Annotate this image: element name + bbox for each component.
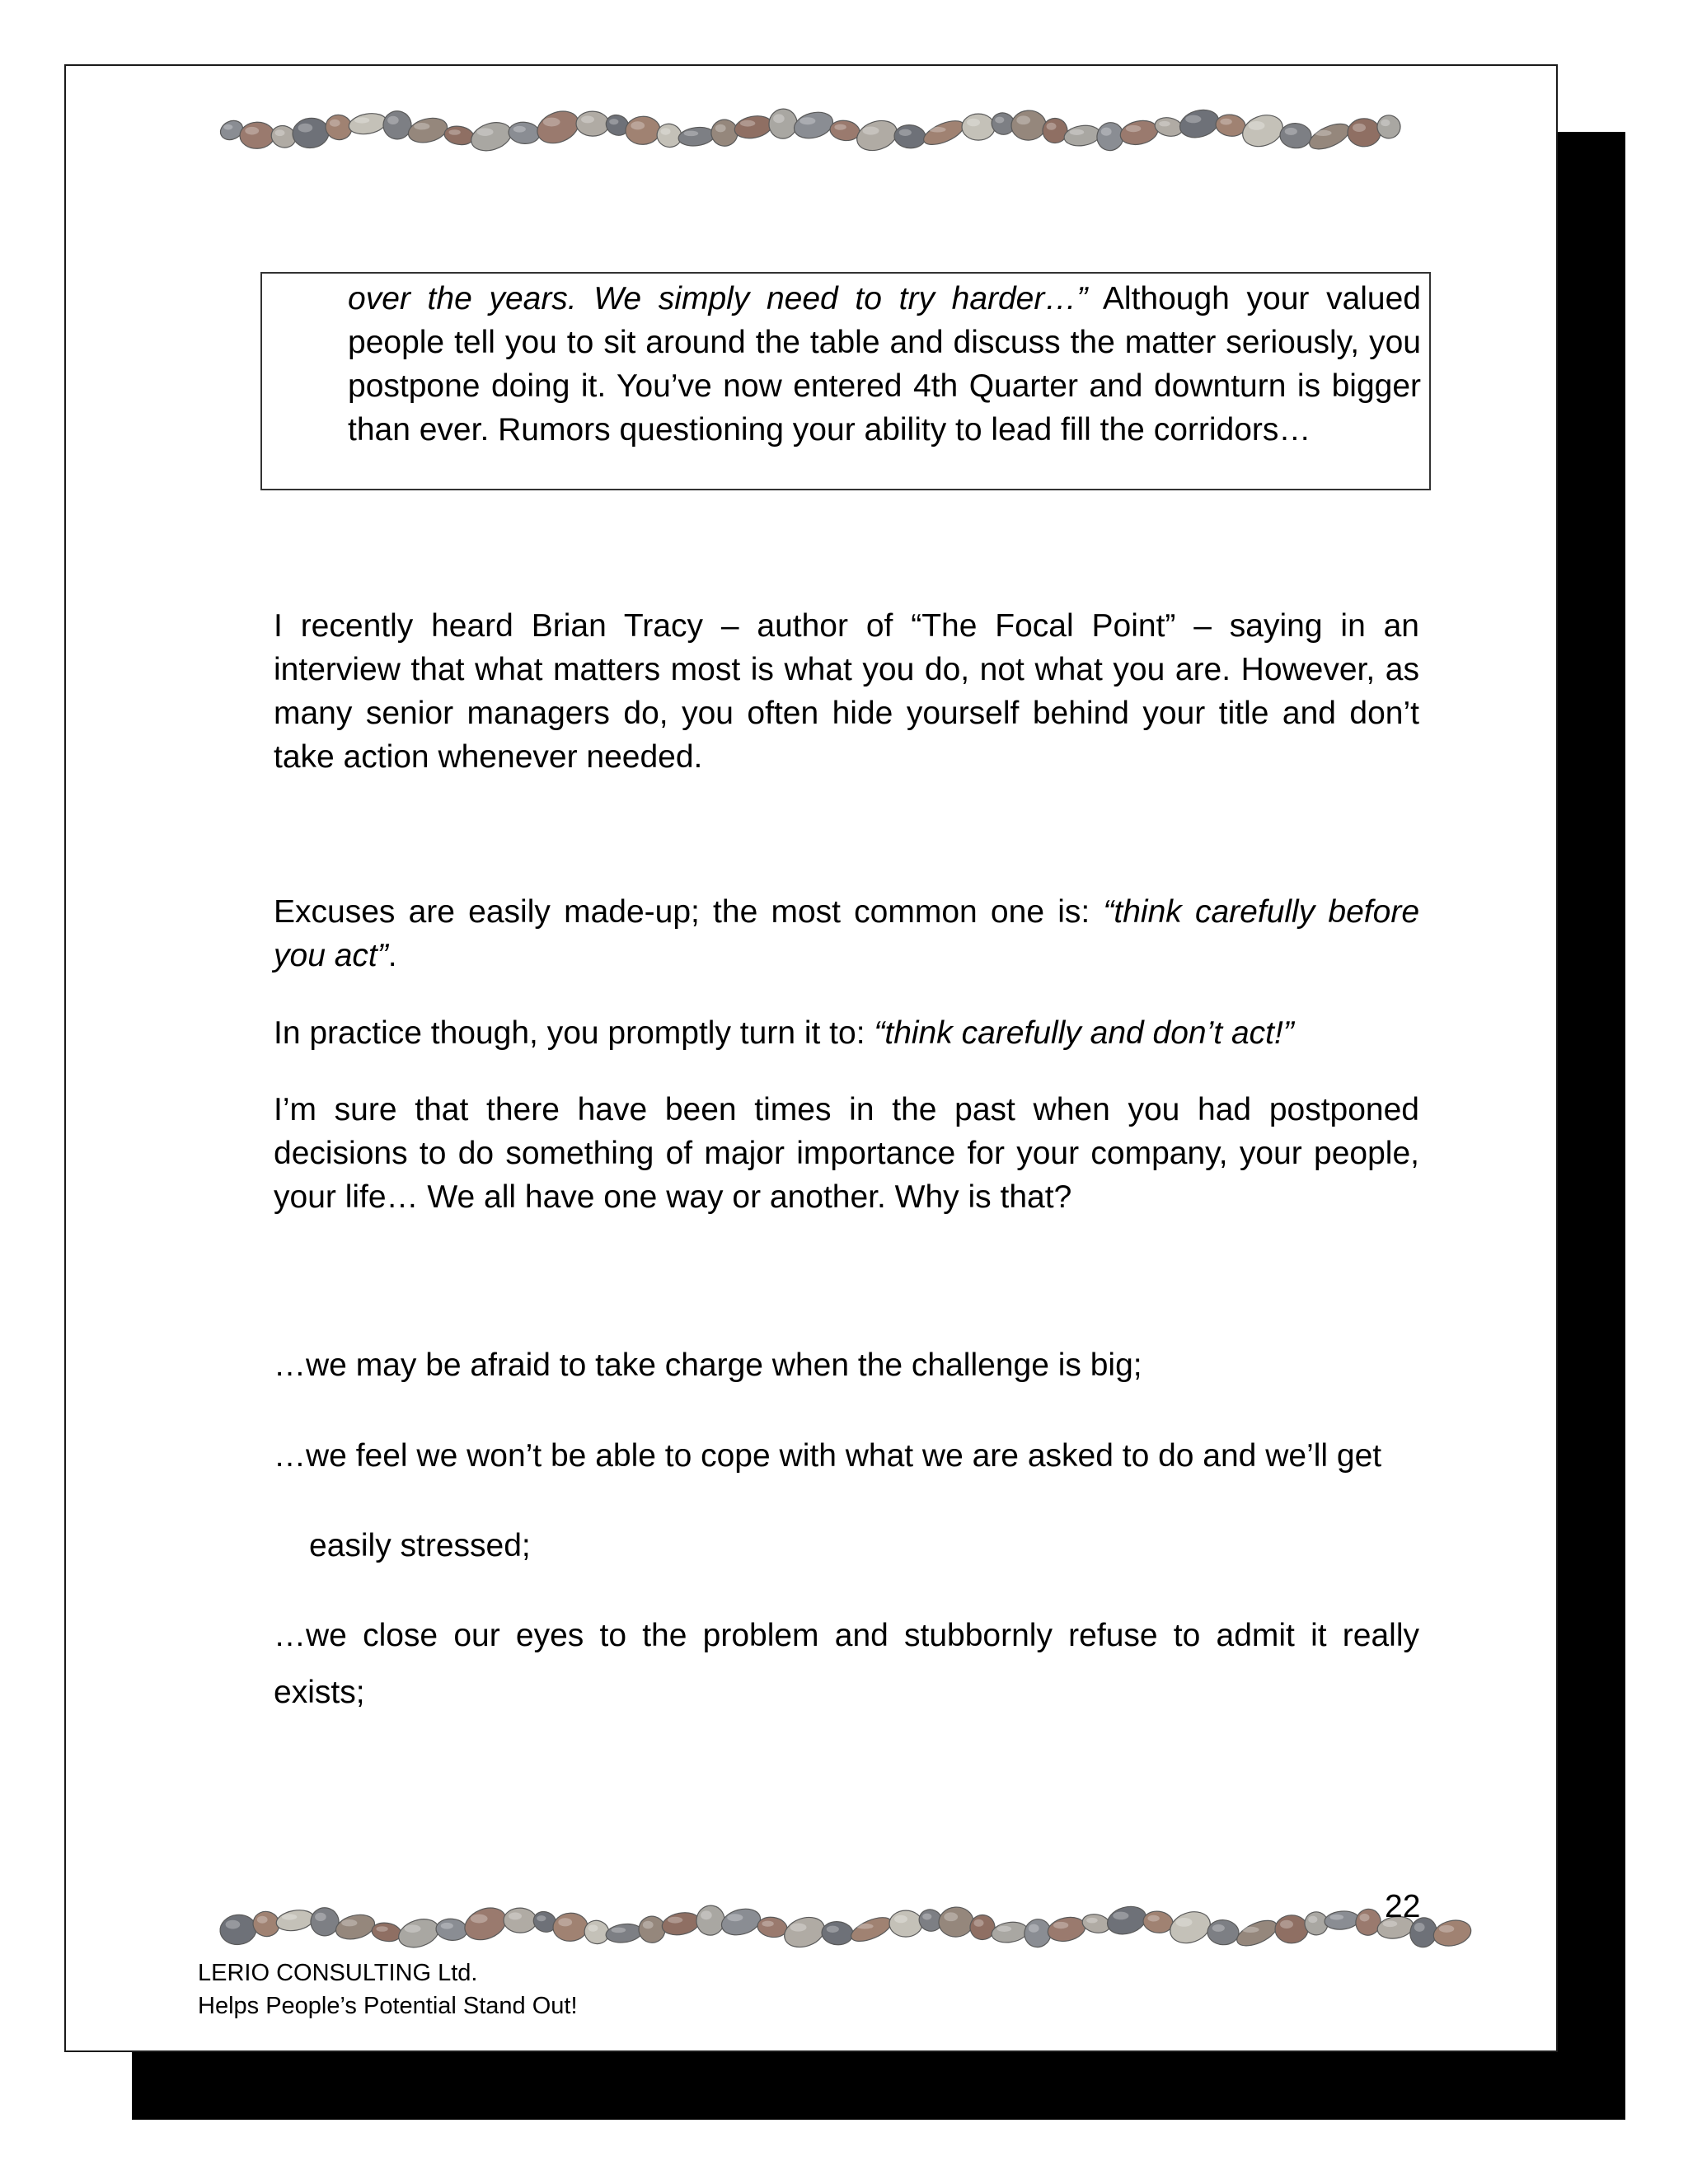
pebble-stone <box>791 108 836 142</box>
pebble-stone <box>1275 1915 1309 1943</box>
pebble-highlight <box>245 127 259 135</box>
pebble-highlight <box>1308 1916 1317 1923</box>
pebble-stone <box>1142 1910 1175 1934</box>
pebble-stone <box>504 1908 537 1933</box>
pebble-stone <box>605 1922 643 1944</box>
pebble-stone <box>757 1915 789 1939</box>
pebble-highlight <box>414 123 429 129</box>
pebble-stone <box>460 1902 511 1946</box>
pebble-stone <box>467 118 514 156</box>
pebble-highlight <box>643 1921 654 1929</box>
pebble-stone <box>678 125 715 148</box>
pebble-highlight <box>715 124 726 133</box>
pebble-stone <box>532 105 584 149</box>
pebble-stone <box>1233 1915 1280 1951</box>
pebble-highlight <box>509 1912 522 1919</box>
pebble-stone <box>1207 1919 1240 1946</box>
pebble-highlight <box>257 1916 268 1924</box>
pebble-highlight <box>995 117 1004 124</box>
pebble-highlight <box>856 1924 874 1929</box>
pebble-highlight <box>1113 1912 1128 1920</box>
boxed-excerpt-text <box>348 277 1421 452</box>
pebble-stone <box>274 1907 315 1933</box>
pebble-highlight <box>799 117 815 124</box>
pebble-highlight <box>275 129 285 136</box>
pebble-stone <box>938 1906 974 1938</box>
pebble-stone <box>991 1920 1029 1945</box>
paragraph-brian-tracy: I recently heard Brian Tracy – author of “The Focal Point” – saying in an interview that what matters most is what you do, not what you are. However, as many senior managers do, you often hide yourself behind your title and don’t take action whenever needed. <box>274 608 1419 775</box>
boxed-excerpt <box>260 272 1431 490</box>
pebble-stone <box>1165 1906 1214 1948</box>
pebble-highlight <box>1185 115 1201 124</box>
pebble-highlight <box>1439 1925 1454 1933</box>
paragraph-excuses <box>274 890 1419 977</box>
pebble-highlight <box>588 1924 598 1931</box>
pebble-stone <box>1010 110 1047 142</box>
pebble-stone <box>333 1911 377 1943</box>
pebble-stone <box>1306 119 1353 154</box>
paragraph-im-sure: I’m sure that there have been times in the past when you had postponed decisions to do something of major importance for your company, your people, your life… We all have one way or another. Why is that? <box>274 1092 1419 1215</box>
pebble-stone <box>347 110 387 137</box>
pebble-highlight <box>1070 129 1085 135</box>
pebble-highlight <box>1329 1915 1343 1920</box>
pebble-highlight <box>226 1920 241 1929</box>
footer-company: LERIO CONSULTING Ltd. <box>198 1960 478 1986</box>
pebble-stone <box>1063 124 1102 148</box>
pebble-highlight <box>612 1928 626 1933</box>
pebble-stone <box>781 1912 828 1952</box>
reason-cope-line2: easily stressed; <box>309 1528 531 1563</box>
paragraph-excuses-quote: “think carefully before you act” <box>274 894 1420 973</box>
pebble-highlight <box>1176 1918 1193 1927</box>
pebble-stone <box>576 111 610 137</box>
pebble-stone <box>443 124 476 147</box>
pebble-border-top <box>210 97 1405 157</box>
pebble-highlight <box>1360 1914 1370 1922</box>
pebble-stone <box>962 114 995 140</box>
pebble-stone <box>1324 1910 1360 1931</box>
boxed-excerpt-body: Although your valued people tell you to sit around the table and discuss the matter seriously, you postpone doing it. You’ve now entered 4th Quarter and downturn is bigger than ever. Rumors questioning your ability to lead fill the corridors… <box>348 281 1421 448</box>
pebble-highlight <box>543 118 560 127</box>
pebble-highlight <box>701 1910 712 1919</box>
pebble-highlight <box>997 1926 1012 1932</box>
pebble-highlight <box>1242 1927 1259 1933</box>
paragraph-practice <box>274 1011 1419 1055</box>
pebble-stone <box>371 1921 403 1943</box>
page-number: 22 <box>1385 1889 1421 1924</box>
pebble-highlight <box>1220 119 1231 125</box>
reason-close-line2: exists; <box>274 1675 365 1710</box>
reason-close-line1: …we close our eyes to the problem and stubbornly refuse to admit it really <box>274 1618 1419 1653</box>
pebble-stone <box>848 1913 894 1947</box>
pebble-highlight <box>727 1914 743 1921</box>
pebble-stone <box>733 113 774 141</box>
pebble-stone <box>893 124 926 149</box>
pebble-highlight <box>477 128 494 136</box>
boxed-excerpt-italic: over the years. We simply need to try harder…” <box>348 281 1088 316</box>
pebble-highlight <box>298 124 313 133</box>
footer-tagline: Helps People’s Potential Stand Out! <box>198 1993 578 2019</box>
pebble-highlight <box>354 117 369 123</box>
pebble-stone <box>1348 118 1381 147</box>
pebble-stone <box>291 116 331 149</box>
pebble-highlight <box>537 1915 546 1921</box>
pebble-highlight <box>315 1913 326 1921</box>
pebble-highlight <box>223 124 232 130</box>
pebble-highlight <box>668 1917 682 1924</box>
pebble-highlight <box>1381 120 1390 126</box>
pebble-stone <box>1104 1902 1150 1938</box>
pebble-highlight <box>834 124 846 130</box>
pebble-highlight <box>1285 128 1297 135</box>
pebble-highlight <box>967 119 980 127</box>
pebble-highlight <box>1147 1915 1159 1922</box>
pebble-highlight <box>581 115 594 123</box>
paragraph-practice-quote: “think carefully and don’t act!” <box>874 1015 1294 1051</box>
pebble-highlight <box>376 1926 387 1932</box>
pebble-highlight <box>1086 1918 1098 1924</box>
pebble-border-bottom <box>210 1894 1451 1953</box>
pebble-highlight <box>929 127 946 133</box>
pebble-highlight <box>1159 121 1170 127</box>
pebble-highlight <box>1016 115 1030 124</box>
pebble-stone <box>889 1910 922 1937</box>
pebble-highlight <box>922 1914 931 1920</box>
pebble-highlight <box>448 129 460 135</box>
pebble-highlight <box>405 1924 421 1933</box>
pebble-highlight <box>282 1914 297 1919</box>
pebble-stone <box>1238 110 1287 152</box>
pebble-highlight <box>558 1918 572 1926</box>
pebble-highlight <box>1212 1924 1225 1932</box>
pebble-stone <box>829 119 861 143</box>
pebble-highlight <box>441 1923 453 1929</box>
pebble-highlight <box>944 1912 958 1921</box>
pebble-highlight <box>341 1919 357 1926</box>
pebble-highlight <box>740 120 755 127</box>
pebble-highlight <box>609 119 618 124</box>
pebble-highlight <box>631 121 645 129</box>
pebble-highlight <box>1280 1920 1293 1929</box>
pebble-highlight <box>1029 1924 1039 1933</box>
pebble-stone <box>821 1920 854 1946</box>
paragraph-excuses-text: Excuses are easily made-up; the most common one is: <box>274 894 1104 930</box>
pebble-highlight <box>471 1915 488 1924</box>
reason-cope-line1: …we feel we won’t be able to cope with what we are asked to do and we’ll get <box>274 1438 1382 1474</box>
pebble-stone <box>406 115 449 147</box>
pebble-highlight <box>1249 121 1265 130</box>
pebble-highlight <box>899 129 912 136</box>
pebble-highlight <box>1053 1922 1068 1929</box>
pebble-stone <box>239 122 274 149</box>
pebble-highlight <box>827 1926 839 1933</box>
pebble-highlight <box>1047 123 1057 130</box>
pebble-highlight <box>684 131 699 137</box>
pebble-stone <box>508 121 541 145</box>
pebble-stone <box>218 1913 258 1946</box>
pebble-stone <box>853 115 901 155</box>
pebble-highlight <box>762 1921 773 1927</box>
pebble-stone <box>1177 105 1222 142</box>
pebble-stone <box>660 1910 701 1938</box>
pebble-highlight <box>773 114 785 123</box>
pebble-stone <box>395 1915 442 1952</box>
pebble-highlight <box>863 126 879 134</box>
reason-afraid: …we may be afraid to take charge when the challenge is big; <box>274 1347 1142 1383</box>
pebble-stone <box>625 115 661 145</box>
pebble-stone <box>435 1918 468 1942</box>
pebble-highlight <box>661 128 671 134</box>
pebble-highlight <box>1101 128 1112 136</box>
pebble-highlight <box>974 1919 984 1927</box>
paragraph-practice-text: In practice though, you promptly turn it to: <box>274 1015 874 1051</box>
paragraph-excuses-end: . <box>387 938 397 973</box>
pebble-stone <box>719 1905 763 1938</box>
pebble-stone <box>1046 1914 1088 1944</box>
pebble-highlight <box>1126 125 1141 132</box>
pebble-stone <box>1118 117 1160 148</box>
pebble-stone <box>1279 123 1312 149</box>
pebble-highlight <box>387 116 399 124</box>
pebble-highlight <box>1315 130 1332 136</box>
pebble-stone <box>921 116 967 150</box>
pebble-highlight <box>513 126 526 133</box>
pebble-highlight <box>894 1915 907 1924</box>
pebble-stone <box>1215 113 1247 138</box>
pebble-highlight <box>330 120 340 127</box>
pebble-highlight <box>790 1923 807 1931</box>
pebble-highlight <box>1353 124 1366 132</box>
pebble-stone <box>552 1912 588 1942</box>
